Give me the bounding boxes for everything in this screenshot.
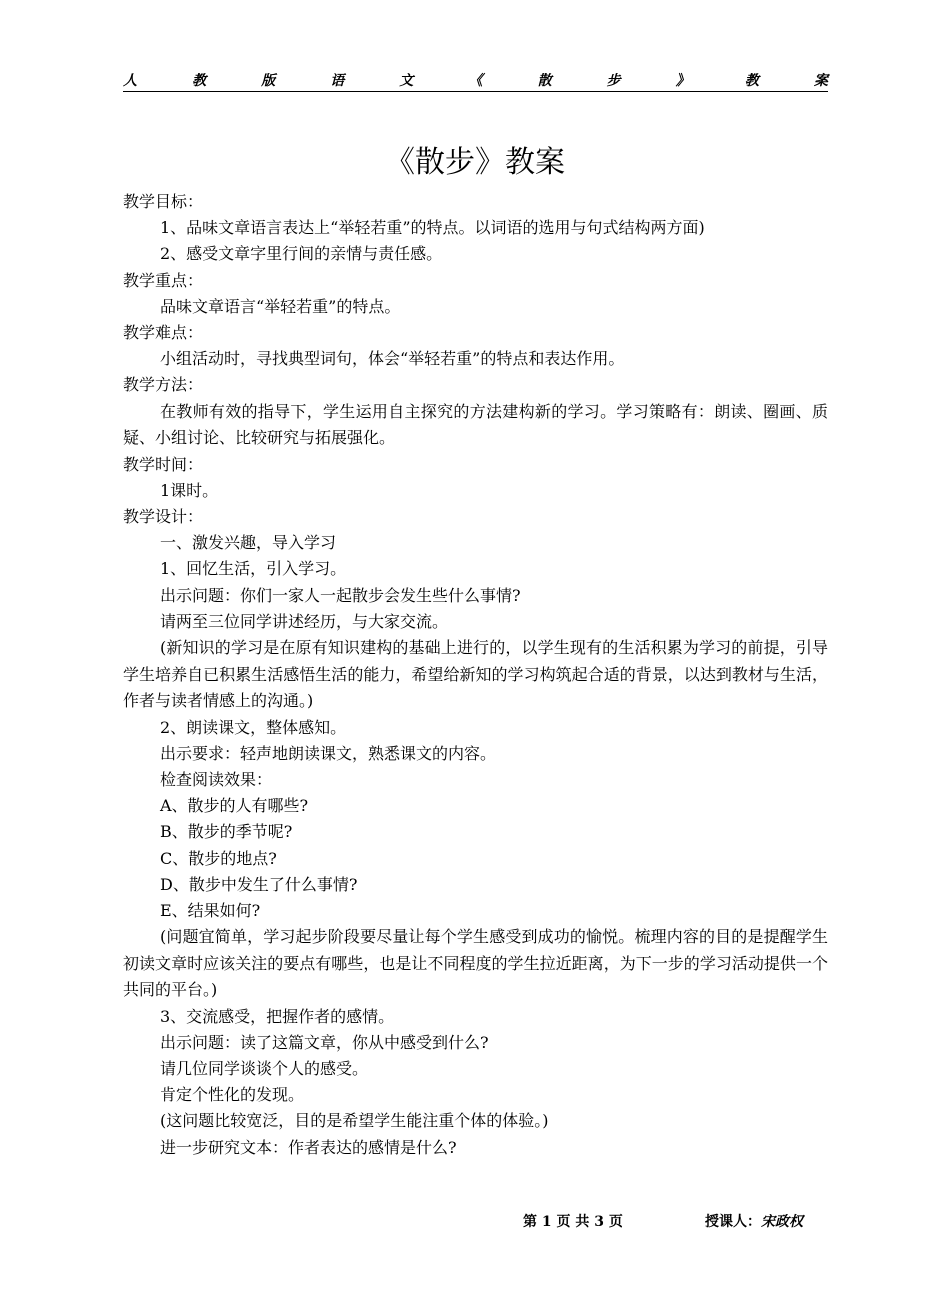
header-char: 文 <box>399 73 414 89</box>
page-footer <box>0 1211 950 1233</box>
header-char: 步 <box>606 73 621 89</box>
time-heading: 教学时间： <box>123 454 204 474</box>
running-header <box>123 73 828 92</box>
teacher-credit <box>705 1211 803 1231</box>
method-heading: 教学方法： <box>123 375 204 395</box>
goal-item: 1、品味文章语言表达上“举轻若重”的特点。以词语的选用与句式结构两方面) <box>160 218 705 238</box>
design-step: 3、交流感受，把握作者的感情。 <box>160 1006 395 1026</box>
teacher-label: 授课人： <box>705 1214 761 1230</box>
design-step: 2、朗读课文，整体感知。 <box>160 717 347 737</box>
header-char: 语 <box>330 73 345 89</box>
design-note: (这问题比较宽泛，目的是希望学生能注重个体的体验。) <box>160 1111 549 1131</box>
design-heading: 教学设计： <box>123 507 204 527</box>
design-note: (新知识的学习是在原有知识建构的基础上进行的，以学生现有的生活积累为学习的前提，引导学生培养自已积累生活感悟生活的能力，希望给新知的学习构筑起合适的背景，以达到教材与生活，作者与读者情感上的沟通。) <box>123 638 828 711</box>
design-question: 出示问题：你们一家人一起散步会发生些什么事情? <box>160 585 521 605</box>
header-char: 》 <box>675 73 690 89</box>
document-title: 《散步》教案 <box>385 145 565 180</box>
check-question: D、散步中发生了什么事情? <box>160 874 358 894</box>
header-char: 散 <box>537 73 552 89</box>
check-question: E、结果如何? <box>160 900 261 920</box>
header-char: 人 <box>123 73 137 89</box>
goals-heading: 教学目标： <box>123 192 204 211</box>
design-note: (问题宜简单，学习起步阶段要尽量让每个学生感受到成功的愉悦。梳理内容的目的是提醒学生初读文章时应该关注的要点有哪些，也是让不同程度的学生拉近距离，为下一步的学习活动提供一个共同的平台。) <box>123 927 828 1000</box>
header-char: 案 <box>813 73 828 89</box>
time-text: 1课时。 <box>160 480 219 500</box>
header-char: 教 <box>192 73 207 89</box>
design-activity: 请几位同学谈谈个人的感受。 <box>160 1059 369 1079</box>
document-body <box>123 189 828 1161</box>
design-requirement: 出示要求：轻声地朗读课文，熟悉课文的内容。 <box>160 743 497 763</box>
goal-item: 2、感受文章字里行间的亲情与责任感。 <box>160 244 443 264</box>
focus-heading: 教学重点： <box>123 270 204 290</box>
check-question: C、散步的地点? <box>160 848 277 868</box>
design-step: 1、回忆生活，引入学习。 <box>160 559 347 579</box>
header-char: 教 <box>744 73 759 89</box>
header-title <box>123 73 828 89</box>
header-char: 版 <box>261 73 276 89</box>
design-part-title: 一、激发兴趣，导入学习 <box>160 533 337 553</box>
difficulty-heading: 教学难点： <box>123 323 204 343</box>
method-text: 在教师有效的指导下，学生运用自主探究的方法建构新的学习。学习策略有：朗读、圈画、质疑、小组讨论、比较研究与拓展强化。 <box>123 401 828 448</box>
design-question: 进一步研究文本：作者表达的感情是什么? <box>160 1137 457 1157</box>
design-check: 检查阅读效果： <box>160 769 273 789</box>
design-question: 出示问题：读了这篇文章，你从中感受到什么? <box>160 1032 489 1052</box>
header-char: 《 <box>468 73 483 89</box>
focus-text: 品味文章语言“举轻若重”的特点。 <box>160 296 401 316</box>
teacher-name: 宋政权 <box>761 1214 803 1230</box>
design-activity: 请两至三位同学讲述经历，与大家交流。 <box>160 611 449 631</box>
check-question: B、散步的季节呢? <box>160 822 293 842</box>
difficulty-text: 小组活动时，寻找典型词句，体会“举轻若重”的特点和表达作用。 <box>160 349 625 369</box>
design-activity: 肯定个性化的发现。 <box>160 1085 305 1105</box>
check-question: A、散步的人有哪些? <box>160 796 309 816</box>
page-number: 第 1 页 共 3 页 <box>523 1214 623 1230</box>
